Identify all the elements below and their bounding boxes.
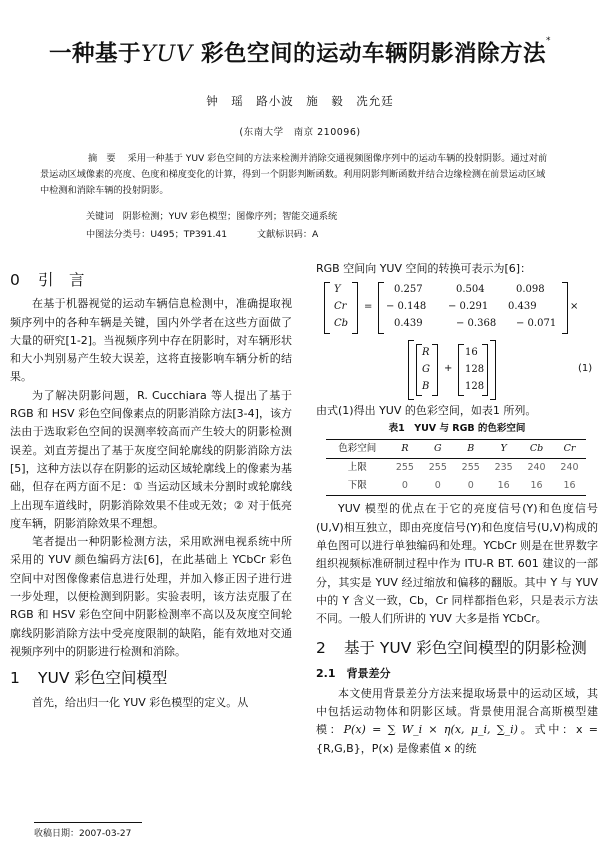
class-label: 中图法分类号： [86,229,151,240]
matrix-cell: 0.504 [456,284,485,296]
class-value: U495；TP391.41 [150,229,228,240]
table-header: B [467,442,475,454]
abstract-text: 采用一种基于 YUV 彩色空间的方法来检测并消除交通视频图像序列中的运动车辆的投射阴影。通过对前景运动区域像素的亮度、色度和梯度变化的计算，得到一个阴影判断函数。利用阴影判断函数并结合边缘检测在前景运动区域中检测和消除车辆的投射阴影。 [40,153,548,196]
keywords [86,208,556,222]
rgb-g: G [422,364,430,376]
rgb-r: R [422,347,430,359]
table-caption: 表1 YUV 与 RGB 的色彩空间 [388,422,526,434]
table-header: Y [500,442,507,454]
table-row [326,477,586,496]
lhs-cb: Cb [334,318,349,330]
section-number: 1 [10,669,20,688]
offset-value: 16 [465,347,478,359]
affiliation: (东南大学 南京 210096) [239,127,361,138]
matrix-cell: 0.257 [394,284,423,296]
table-cell: 255 [428,461,447,473]
coefficient-matrix [386,281,562,332]
matrix-cell: − 0.368 [456,318,497,330]
matrix-cell: 0.439 [394,318,423,330]
rgb-b: B [422,381,430,393]
offset-vector [465,344,484,395]
abstract [40,151,550,199]
keywords-text: 阴影检测；YUV 彩色模型；图像序列；智能交通系统 [122,211,338,222]
lhs-cr: Cr [334,301,347,313]
table-cell: 0 [401,480,408,492]
table-header: Cr [563,442,576,454]
received-date: 收稿日期：2007-03-27 [34,829,132,839]
table-header: R [401,442,409,454]
table-cell: 下限 [347,480,367,492]
classification [86,226,556,240]
gmm-formula: P(x) = ∑ W_i × η(x, μ_i, ∑_i) [343,723,518,737]
offset-value: 128 [465,364,485,376]
table-cell: 240 [560,461,579,473]
paragraph: YUV 模型的优点在于它的亮度信号(Y)和色度信号(U,V)相互独立，即由亮度信号(Y)和色度信号(U,V)构成的单色图可以进行单独编码和处理。YCbCr 则是在世界数字组织视频标准研制过程中作为 ITU-R BT. 601 建议的一部分，其实是 YUV 经过缩放和偏移的翻版。其中 Y 与 YUV 中的 Y 含义一致，Cb，Cr 同样都指色彩，只是表示方法不同。一般人们所讲的 YUV 大多是指 YCbCr。 [316,502,598,626]
table-row [326,458,586,477]
section-title: 引 言 [38,271,85,289]
authors: 钟 瑶 路小波 施 毅 冼允廷 [206,94,394,108]
paper-title: 一种基于YUV 彩色空间的运动车辆阴影消除方法* [49,36,551,67]
equation-followup: 由式(1)得出 YUV 的色彩空间，如表1 所列。 [316,404,537,418]
equation-number: (1) [578,363,593,375]
left-column [10,267,292,712]
plus-sign: + [444,363,453,375]
table-header: 色彩空间 [338,442,377,454]
offset-value: 128 [465,381,485,393]
paragraph: 在基于机器视觉的运动车辆信息检测中，准确提取视频序列中的各种车辆是关键，国内外学者在这些方面做了大量的研究[1-2]。当视频序列中存在阴影时，对车辆形状和大小判别易产生较大误差，这将直接影响车辆分析的结果。 [10,297,292,384]
doc-code-label: 文献标识码： [256,229,313,240]
subsection-2-1-heading: 2.1 背景差分 [316,666,391,680]
matrix-cell: − 0.148 [386,301,427,313]
section-number: 0 [10,271,20,289]
section-2-heading [316,637,598,659]
paragraph: 首先，给出归一化 YUV 彩色模型的定义。从 [32,695,249,709]
matrix-cell: − 0.071 [516,318,557,330]
table-cell: 255 [395,461,414,473]
matrix-cell: − 0.291 [448,301,489,313]
section-title: YUV 彩色空间模型 [38,669,168,688]
title-footnote-mark: * [545,36,551,46]
keywords-label: 关键词 [86,211,114,222]
times-sign: × [570,301,579,313]
paragraph: 为了解决阴影问题，R. Cucchiara 等人提出了基于 RGB 和 HSV 彩色空间像素点的阴影消除方法[3-4]，该方法由于选取彩色空间的误测率较高而产生较大的阴影检测误差。刘直芳提出了基于灰度空间轮廓线的阴影消除方法[5]，这种方法以存在阴影的运动区域轮廓线上的像素为基础，但存在两方面不足：① 当运动区域未分割时或轮廓线上出现车道线时，阴影消除效果不佳或无效；② 对于低亮度车辆，阴影消除效果不理想。 [10,388,292,530]
table-cell: 235 [494,461,513,473]
paragraph: 本文使用背景差分方法来提取场景中的运动区域，其中包括运动物体和阴影区域。背景使用混合高斯模型建模：P(x) = ∑ W_i × η(x, μ_i, ∑_i)。式中：x = {R,G,B}，P(x) 是像素值 x 的统 [316,686,599,755]
footnote-rule [34,822,142,823]
table-cell: 0 [434,480,441,492]
table-cell: 16 [530,480,543,492]
matrix-cell: 0.098 [516,284,545,296]
table-header: G [434,442,442,454]
table-cell: 16 [563,480,576,492]
right-column [316,260,598,758]
table-header-row [326,439,586,458]
lhs-y: Y [334,284,341,296]
color-space-table [326,439,586,497]
table-cell: 上限 [347,461,367,473]
doc-code-value: A [312,229,319,240]
conversion-intro: RGB 空间向 YUV 空间的转换可表示为[6]： [316,262,532,275]
abstract-label: 摘 要 [88,153,116,164]
equals-sign: = [364,301,373,313]
rgb-vector [422,344,430,395]
section-title: 基于 YUV 彩色空间模型的阴影检测 [344,638,587,657]
table-header: Cb [529,442,544,454]
paragraph: 笔者提出一种阴影检测方法，采用欧洲电视系统中所采用的 YUV 颜色编码方法[6]，在此基础上 YCbCr 彩色空间中对图像像素信息进行处理，并加入修正因子进行进一步处理，以便检测到阴影。实验表明，该方法克服了在 RGB 和 HSV 彩色空间中阴影检测率不高以及灰度空间轮廓线阴影消除方法中受亮度限制的缺陷，能有效地对交通视频序列中的阴影进行检测和消除。 [10,535,292,658]
table-cell: 255 [461,461,480,473]
table-cell: 16 [497,480,510,492]
table-cell: 240 [527,461,546,473]
matrix-cell: 0.439 [508,301,537,313]
section-1-heading [10,669,292,687]
section-number: 2 [316,638,326,657]
section-0-heading [10,271,292,289]
equation-1 [316,278,598,402]
table-cell: 0 [467,480,474,492]
